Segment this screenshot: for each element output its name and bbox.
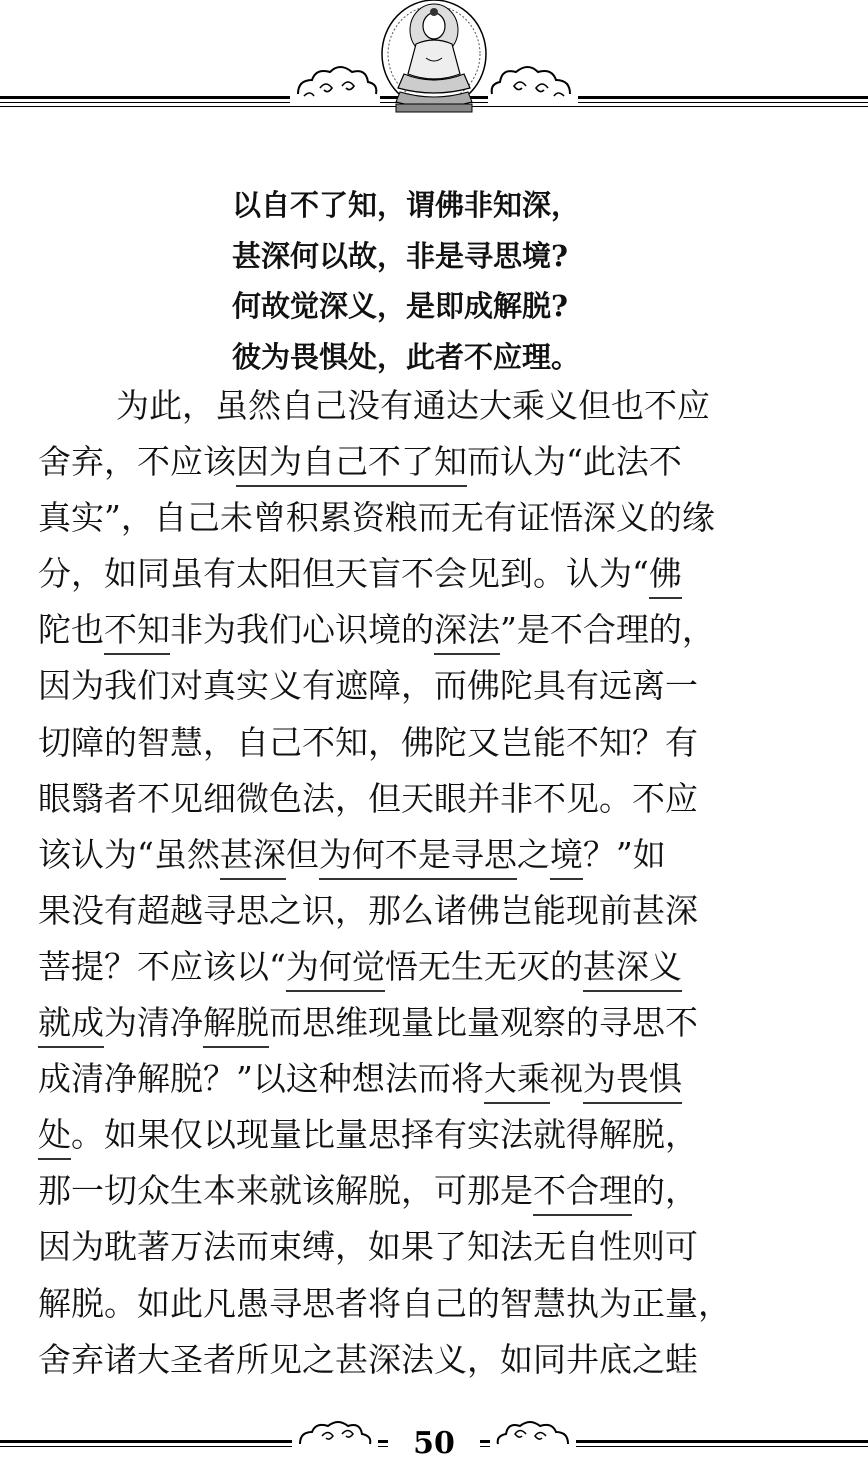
commentary-text [38, 378, 828, 1388]
text-line [38, 883, 828, 939]
text-line [38, 1051, 828, 1107]
underlined-phrase: 甚深义 [583, 947, 682, 992]
text-line [38, 1107, 828, 1163]
text-line [38, 771, 828, 827]
text-run: 解脱。如此凡愚寻思者将自己的智慧执为正量， [38, 1283, 731, 1323]
cloud-left-icon [290, 60, 380, 104]
text-run: 非为我们心识境的 [170, 610, 434, 650]
text-run: 因为耽著万法而束缚，如果了知法无自性则可 [38, 1227, 698, 1267]
underlined-phrase: 不合理 [533, 1171, 632, 1216]
cloud-left-icon [292, 1412, 378, 1452]
text-run: 切障的智慧，自己不知，佛陀又岂能不知？有 [38, 722, 698, 762]
underlined-phrase: 不知 [104, 610, 170, 655]
text-line [38, 546, 828, 602]
text-line [38, 658, 828, 714]
underlined-phrase: 处 [38, 1115, 71, 1160]
text-line [38, 1276, 828, 1332]
verse-block [232, 180, 692, 382]
text-run: 舍弃诸大圣者所见之甚深法义，如同井底之蛙 [38, 1339, 698, 1379]
text-run: 的， [632, 1171, 698, 1211]
text-run: 之 [516, 834, 550, 874]
text-run: 菩提？不应该以“ [38, 946, 286, 986]
underlined-phrase: 为何不是寻思 [319, 835, 517, 880]
verse-line: 甚深何以故，非是寻思境? [232, 238, 568, 273]
page-header-ornament [0, 0, 868, 130]
text-run: 但 [285, 834, 319, 874]
text-run: ”是不合理的， [500, 610, 715, 650]
underlined-phrase: 佛 [649, 554, 682, 599]
underlined-phrase: 深法 [434, 610, 500, 655]
text-run: 因为我们对真实义有遮障，而佛陀具有远离一 [38, 666, 698, 706]
text-run: 陀也 [38, 610, 104, 650]
text-run: 那一切众生本来就该解脱，可那是 [38, 1171, 533, 1211]
text-run: 果没有超越寻思之识，那么诸佛岂能现前甚深 [38, 890, 698, 930]
text-line [38, 602, 828, 658]
cloud-right-icon [488, 60, 578, 104]
underlined-phrase: 不了知 [368, 442, 467, 487]
text-line [38, 1219, 828, 1275]
underlined-phrase: 为何觉 [286, 947, 385, 992]
text-run: 而思维现量比量观察的寻思不 [269, 1003, 698, 1043]
text-line [38, 490, 828, 546]
verse-line: 以自不了知，谓佛非知深， [232, 188, 581, 222]
underlined-phrase: 境 [550, 835, 583, 880]
text-run: 成清净解脱？”以这种想法而将 [38, 1059, 484, 1099]
text-run: ？”如 [582, 834, 666, 874]
text-line [38, 715, 828, 771]
underlined-phrase: 就成 [38, 1003, 104, 1048]
cloud-right-icon [490, 1412, 576, 1452]
verse-line: 彼为畏惧处，此者不应理。 [232, 339, 581, 374]
text-line [38, 827, 828, 883]
text-run: 视 [549, 1059, 583, 1099]
text-run: 。如果仅以现量比量思择有实法就得解脱， [71, 1115, 698, 1155]
buddha-seated-icon [380, 0, 488, 118]
text-line [38, 939, 828, 995]
text-run: 该认为“虽然 [38, 834, 220, 874]
text-line [38, 434, 828, 490]
text-run: 分，如同虽有太阳但天盲不会见到。认为“ [38, 554, 649, 594]
text-run: 为此，虽然自己没有通达大乘义但也不应 [116, 386, 710, 425]
text-run: 而认为“此法不 [467, 442, 682, 482]
text-line [38, 995, 828, 1051]
text-run: 悟无生无灭的 [384, 946, 583, 986]
text-run: 为清净 [104, 1003, 203, 1043]
text-run: 舍弃，不应该 [38, 442, 236, 482]
text-line [38, 378, 828, 434]
underlined-phrase: 因为自己 [236, 442, 368, 487]
underlined-phrase: 为畏惧 [583, 1059, 682, 1104]
text-line [38, 1163, 828, 1219]
text-run: 真实”，自己未曾积累资粮而无有证悟深义的缘 [38, 498, 715, 538]
text-run: 眼翳者不见细微色法，但天眼并非不见。不应 [38, 778, 698, 818]
underlined-phrase: 解脱 [203, 1003, 269, 1048]
underlined-phrase: 甚深 [220, 835, 286, 880]
verse-line: 何故觉深义，是即成解脱? [232, 289, 568, 323]
page-number: 50 [413, 1426, 455, 1461]
underlined-phrase: 大乘 [484, 1059, 550, 1104]
text-line [38, 1332, 828, 1388]
